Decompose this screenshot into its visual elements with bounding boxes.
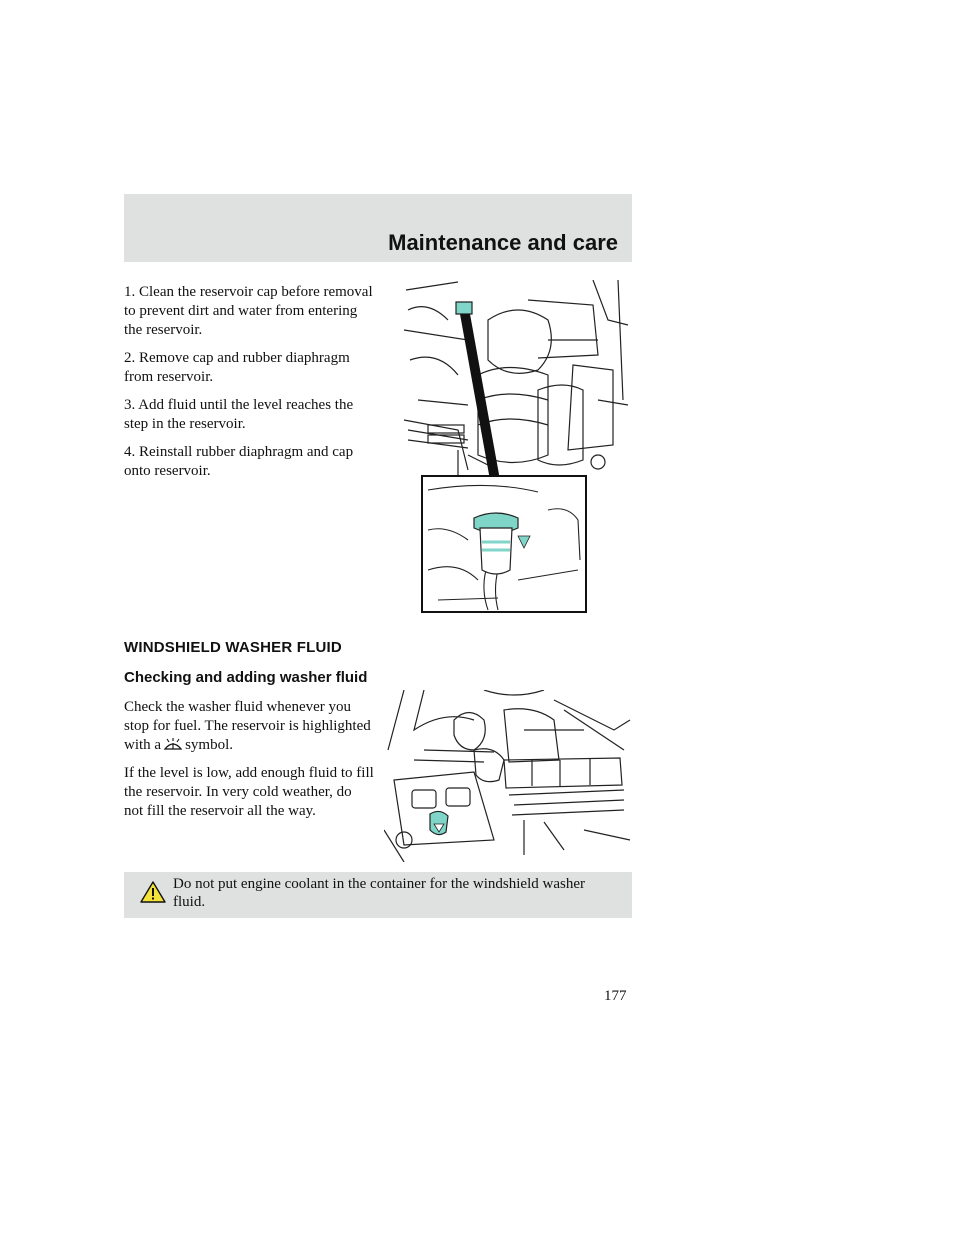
washer-para-1 — [124, 698, 374, 755]
washer-fluid-heading: WINDSHIELD WASHER FLUID — [124, 639, 342, 656]
washer-para-2: If the level is low, add enough fluid to fill the reservoir. In very cold weather, do not fill the reservoir all the way. — [124, 765, 374, 819]
header-band — [124, 194, 632, 262]
page-number: 177 — [604, 988, 627, 1004]
washer-para-1-start: Check the washer fluid whenever you stop for fuel. The reservoir is highlighted with a — [124, 699, 371, 753]
warning-box — [124, 872, 632, 918]
step-4: 4. Reinstall rubber diaphragm and cap onto reservoir. — [124, 444, 354, 479]
windshield-washer-icon — [162, 737, 184, 753]
warning-triangle-icon — [140, 880, 166, 904]
washer-para-1-end: symbol. — [185, 737, 234, 753]
step-2: 2. Remove cap and rubber diaphragm from reservoir. — [124, 350, 350, 385]
washer-reservoir-illustration — [384, 690, 632, 862]
section-title: Maintenance and care — [388, 230, 618, 255]
warning-text: Do not put engine coolant in the container for the windshield washer fluid. — [173, 876, 585, 910]
washer-fluid-subheading: Checking and adding washer fluid — [124, 669, 368, 686]
steps-list — [124, 283, 374, 490]
reservoir-engine-illustration — [398, 280, 632, 614]
washer-instructions — [124, 698, 374, 830]
step-1: 1. Clean the reservoir cap before removal to prevent dirt and water from entering the reservoir. — [124, 284, 373, 338]
step-3: 3. Add fluid until the level reaches the step in the reservoir. — [124, 397, 354, 432]
